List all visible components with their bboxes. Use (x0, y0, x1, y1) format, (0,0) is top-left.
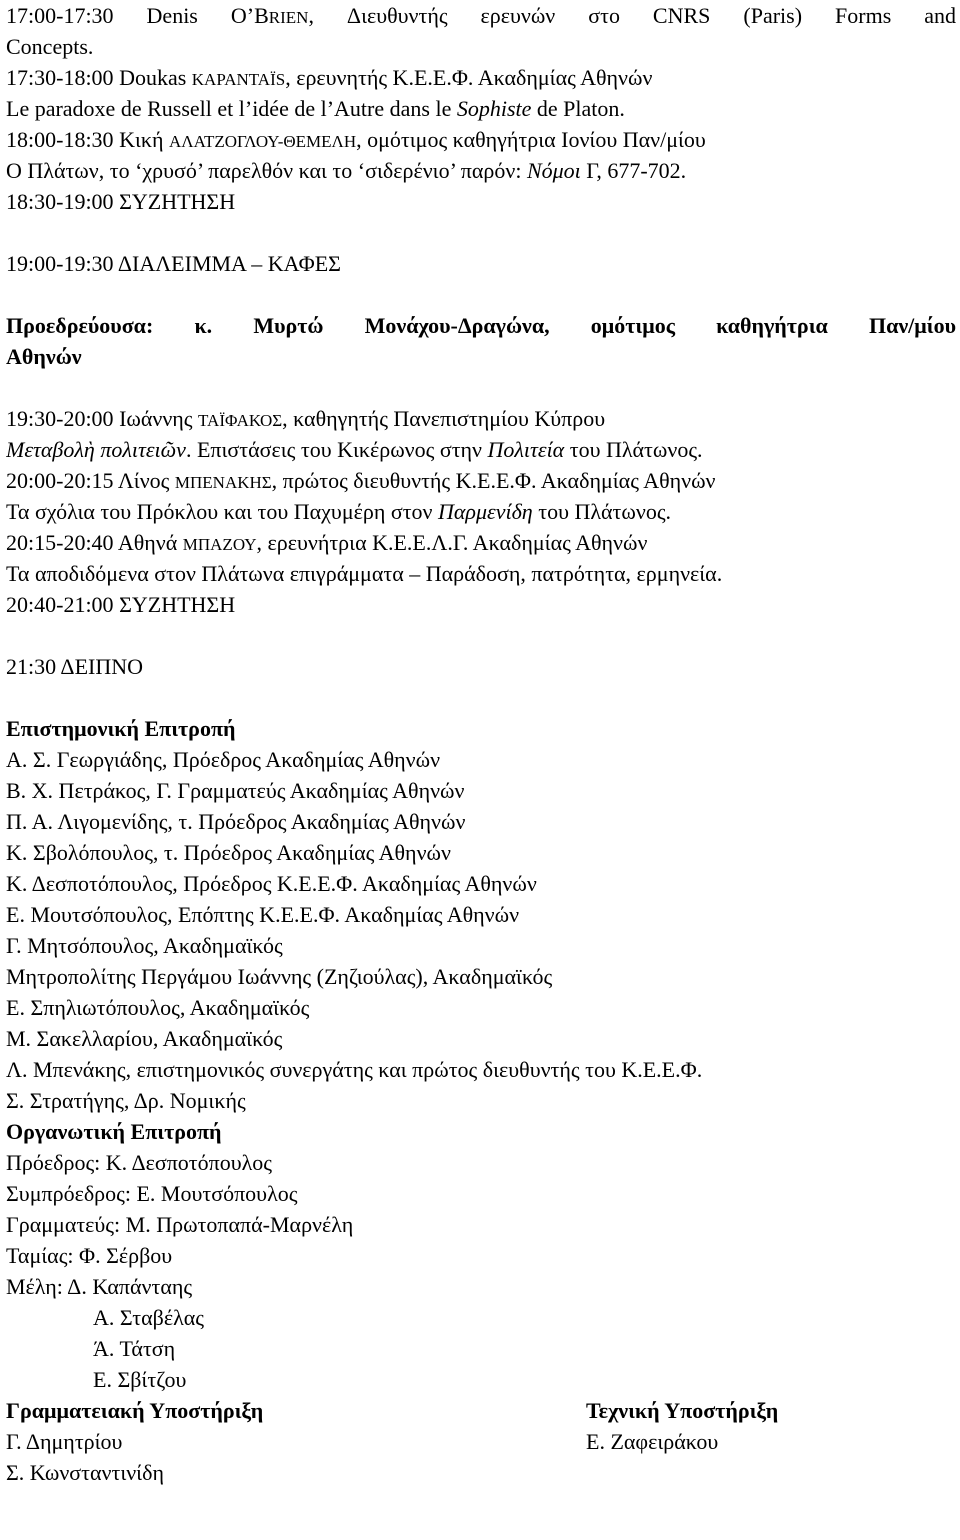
talk-title: Τα αποδιδόμενα στον Πλάτωνα επιγράμματα – Παράδοση, πατρότητα, ερμηνεία. (6, 561, 723, 586)
organizing-secretary: Γραμματεύς: Μ. Πρωτοπαπά-Μαρνέλη (6, 1212, 354, 1237)
committee-member: Ε. Σπηλιωτόπουλος, Ακαδημαϊκός (6, 995, 310, 1020)
session-time: 19:30-20:00 (6, 406, 114, 431)
talk-title-italic: Παρμενίδη (438, 499, 533, 524)
talk-title: Ο Πλάτων, το ‘χρυσό’ παρελθόν και το ‘σιδερένιο’ παρόν: (6, 158, 522, 183)
session-6-title (6, 434, 956, 465)
talk-title: . Επιστάσεις του Κικέρωνος στην (185, 437, 482, 462)
organizing-member: Α. Σταβέλας (93, 1305, 204, 1330)
committee-member: Μ. Σακελλαρίου, Ακαδημαϊκός (6, 1026, 283, 1051)
talk-title-italic: Πολιτεία (487, 437, 565, 462)
committee-member: Λ. Μπενάκης, επιστημονικός συνεργάτης και πρώτος διευθυντής του Κ.Ε.Ε.Φ. (6, 1057, 703, 1082)
spacer (6, 682, 956, 713)
spacer (6, 372, 956, 403)
speaker-name: Αθηνά (117, 530, 178, 555)
talk-title: Γ, 677-702. (586, 158, 687, 183)
session-7-speaker (6, 465, 956, 496)
speaker-surname: RIEN (268, 8, 309, 27)
speaker-name: Κική (119, 127, 164, 152)
technical-support (586, 1395, 956, 1488)
session-7-title (6, 496, 956, 527)
speaker-affiliation: , ερευνήτρια Κ.Ε.Ε.Λ.Γ. Ακαδημίας Αθηνών (256, 530, 648, 555)
support-member: Γ. Δημητρίου (6, 1429, 123, 1454)
spacer (6, 620, 956, 651)
speaker-affiliation: , καθηγητής Πανεπιστημίου Κύπρου (282, 406, 606, 431)
session-3-speaker (6, 124, 956, 155)
secretarial-support-heading: Γραμματειακή Υποστήριξη (6, 1398, 264, 1423)
speaker-affiliation: , ερευνητής Κ.Ε.Ε.Φ. Ακαδημίας Αθηνών (285, 65, 653, 90)
spacer (6, 217, 956, 248)
committee-member: Α. Σ. Γεωργιάδης, Πρόεδρος Ακαδημίας Αθηνών (6, 747, 441, 772)
session-time: 21:30 (6, 654, 57, 679)
discussion-2 (6, 589, 956, 620)
committee-member: Κ. Δεσποτόπουλος, Πρόεδρος Κ.Ε.Ε.Φ. Ακαδημίας Αθηνών (6, 871, 537, 896)
session-2-speaker (6, 62, 956, 93)
committee-member: Β. Χ. Πετράκος, Γ. Γραμματεύς Ακαδημίας Αθηνών (6, 778, 465, 803)
spacer (6, 279, 956, 310)
speaker-surname: ΜΠΕΝΑΚΗΣ (174, 473, 272, 492)
technical-support-heading: Τεχνική Υποστήριξη (586, 1398, 779, 1423)
organizing-president: Πρόεδρος: Κ. Δεσποτόπουλος (6, 1150, 273, 1175)
speaker-surname: ΑΛΑΤΖΟΓΛΟΥ-ΘΕΜΕΛΗ (168, 132, 357, 151)
session-time: 19:00-19:30 (6, 251, 114, 276)
talk-title-italic: Νόμοι (526, 158, 581, 183)
organizing-treasurer: Ταμίας: Φ. Σέρβου (6, 1243, 173, 1268)
secretarial-support (6, 1395, 586, 1488)
talk-title-italic: Μεταβολὴ πολιτειῶν (6, 437, 186, 462)
session-time: 17:00-17:30 (6, 3, 114, 28)
committee-member: Κ. Σβολόπουλος, τ. Πρόεδρος Ακαδημίας Αθηνών (6, 840, 451, 865)
chair-line: Προεδρεύουσα: κ. Μυρτώ Μονάχου-Δραγώνα, ομότιμος καθηγήτρια Παν/μίου (6, 313, 956, 338)
discussion-1 (6, 186, 956, 217)
talk-title: Forms and (835, 3, 956, 28)
talk-title: του Πλάτωνος. (538, 499, 672, 524)
committee-member: Σ. Στρατήγης, Δρ. Νομικής (6, 1088, 246, 1113)
talk-title: Le paradoxe de Russell et l’idée de l’Autre dans le (6, 96, 452, 121)
speaker-surname-initial: B (254, 3, 269, 28)
speaker-surname: KAPANTAÏS (191, 70, 286, 89)
organizing-member: Ε. Σβίτζου (93, 1367, 187, 1392)
session-1-speaker (6, 0, 956, 31)
committee-member: Ε. Μουτσόπουλος, Επόπτης Κ.Ε.Ε.Φ. Ακαδημίας Αθηνών (6, 902, 520, 927)
support-section (6, 1395, 956, 1488)
committee-member: Μητροπολίτης Περγάμου Ιωάννης (Ζηζιούλας), Ακαδημαϊκός (6, 964, 553, 989)
session-label: ΣΥΖΗΤΗΣΗ (119, 189, 236, 214)
committee-member: Π. Α. Λιγομενίδης, τ. Πρόεδρος Ακαδημίας Αθηνών (6, 809, 466, 834)
session-time: 18:30-19:00 (6, 189, 114, 214)
session-time: 17:30-18:00 (6, 65, 114, 90)
speaker-name: Denis O’ (146, 3, 255, 28)
talk-title: Τα σχόλια του Πρόκλου και του Παχυμέρη στον (6, 499, 433, 524)
organizing-committee-heading: Οργανωτική Επιτροπή (6, 1119, 222, 1144)
chair-line-cont: Αθηνών (6, 344, 82, 369)
speaker-affiliation: , ομότιμος καθηγήτρια Ιονίου Παν/μίου (356, 127, 706, 152)
talk-title-italic: Sophiste (456, 96, 532, 121)
talk-title: de Platon. (536, 96, 625, 121)
session-1-title (6, 31, 956, 62)
speaker-affiliation: , Διευθυντής ερευνών στο CNRS (Paris) (308, 3, 803, 28)
support-member: Σ. Κωνσταντινίδη (6, 1460, 164, 1485)
session-label: ΔΕΙΠΝΟ (60, 654, 143, 679)
speaker-affiliation: , πρώτος διευθυντής Κ.Ε.Ε.Φ. Ακαδημίας Αθηνών (271, 468, 716, 493)
organizing-members: Μέλη: Δ. Καπάνταης (6, 1274, 193, 1299)
committee-member: Γ. Μητσόπουλος, Ακαδημαϊκός (6, 933, 283, 958)
session-3-title (6, 155, 956, 186)
session-time: 20:15-20:40 (6, 530, 114, 555)
session-label: ΣΥΖΗΤΗΣΗ (119, 592, 236, 617)
program-document (6, 0, 956, 1488)
organizing-member: Ά. Τάτση (93, 1336, 176, 1361)
session-time: 18:00-18:30 (6, 127, 114, 152)
session-time: 20:40-21:00 (6, 592, 114, 617)
support-member: Ε. Ζαφειράκου (586, 1429, 719, 1454)
speaker-name: Doukas (119, 65, 187, 90)
session-8-title (6, 558, 956, 589)
session-2-title (6, 93, 956, 124)
talk-title: Concepts. (6, 34, 94, 59)
session-label: ΔΙΑΛΕΙΜΜΑ – ΚΑΦΕΣ (117, 251, 341, 276)
dinner (6, 651, 956, 682)
organizing-vice-president: Συμπρόεδρος: Ε. Μουτσόπουλος (6, 1181, 298, 1206)
speaker-name: Λίνος (117, 468, 170, 493)
scientific-committee-heading: Επιστημονική Επιτροπή (6, 716, 236, 741)
speaker-surname: ΤΑΪΦΑΚΟΣ (198, 411, 283, 430)
session-8-speaker (6, 527, 956, 558)
speaker-surname: ΜΠΑΖΟΥ (182, 535, 257, 554)
speaker-name: Ιωάννης (119, 406, 193, 431)
coffee-break (6, 248, 956, 279)
talk-title: του Πλάτωνος. (569, 437, 703, 462)
session-6-speaker (6, 403, 956, 434)
session-time: 20:00-20:15 (6, 468, 114, 493)
